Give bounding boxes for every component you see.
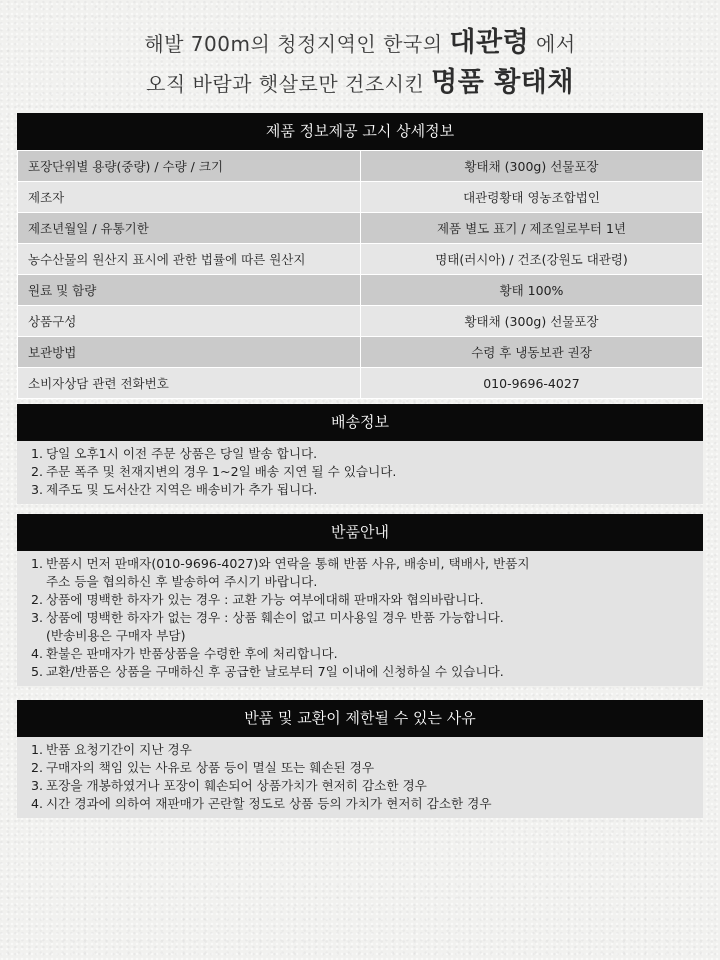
shipping-title: 배송정보 <box>17 404 703 441</box>
list-item <box>31 663 691 681</box>
info-label: 제조년월일 / 유통기한 <box>18 213 361 244</box>
list-item-text: 구매자의 책임 있는 사유로 상품 등이 멸실 또는 훼손된 경우 <box>46 760 375 775</box>
headline-line-1-pre: 해발 700m의 청정지역인 한국의 <box>144 32 450 56</box>
returns-title: 반품안내 <box>17 514 703 551</box>
list-item <box>31 555 691 573</box>
list-item <box>31 591 691 609</box>
list-item <box>31 609 691 627</box>
list-item-text: 반품 요청기간이 지난 경우 <box>46 742 192 757</box>
info-row <box>18 368 703 399</box>
list-item-text: 시간 경과에 의하여 재판매가 곤란할 정도로 상품 등의 가치가 현저히 감소한 경우 <box>46 796 492 811</box>
list-item <box>31 777 691 795</box>
list-item-text: 교환/반품은 상품을 구매하신 후 공급한 날로부터 7일 이내에 신청하실 수 있습니다. <box>46 664 504 679</box>
restrictions-list <box>17 737 703 818</box>
info-row <box>18 275 703 306</box>
list-item-text: 상품에 명백한 하자가 없는 경우 : 상품 훼손이 없고 미사용일 경우 반품 가능합니다. <box>46 610 504 625</box>
product-info-table <box>17 150 703 399</box>
list-item-text: 환불은 판매자가 반품상품을 수령한 후에 처리합니다. <box>46 646 338 661</box>
info-row <box>18 337 703 368</box>
restrictions-section <box>17 700 703 818</box>
info-value: 수령 후 냉동보관 권장 <box>361 337 703 368</box>
info-row <box>18 182 703 213</box>
info-label: 상품구성 <box>18 306 361 337</box>
list-item-number: 3. <box>31 482 44 497</box>
headline-line-1-post: 에서 <box>529 32 576 56</box>
list-item-text: 당일 오후1시 이전 주문 상품은 당일 발송 합니다. <box>46 446 318 461</box>
list-item-number: 3. <box>31 778 44 793</box>
info-value: 명태(러시아) / 건조(강원도 대관령) <box>361 244 703 275</box>
list-item <box>31 741 691 759</box>
headline-line-1 <box>0 20 720 59</box>
list-item-number: 2. <box>31 760 44 775</box>
info-row <box>18 213 703 244</box>
shipping-section <box>17 404 703 504</box>
info-label: 원료 및 함량 <box>18 275 361 306</box>
list-item <box>31 795 691 813</box>
returns-section <box>17 514 703 686</box>
list-item-continuation: 주소 등을 협의하신 후 발송하여 주시기 바랍니다. <box>46 574 318 589</box>
list-item-text: 상품에 명백한 하자가 있는 경우 : 교환 가능 여부에대해 판매자와 협의바랍니다. <box>46 592 484 607</box>
info-value: 황태채 (300g) 선물포장 <box>361 306 703 337</box>
info-value: 대관령황태 영농조합법인 <box>361 182 703 213</box>
list-item-number: 5. <box>31 664 44 679</box>
info-label: 포장단위별 용량(중량) / 수량 / 크기 <box>18 151 361 182</box>
list-item-continuation: (반송비용은 구매자 부담) <box>46 628 186 643</box>
list-item-text: 반품시 먼저 판매자(010-9696-4027)와 연락을 통해 반품 사유, 배송비, 택배사, 반품지 <box>46 556 530 571</box>
list-item-number: 3. <box>31 610 44 625</box>
list-item-number: 4. <box>31 646 44 661</box>
list-item <box>31 759 691 777</box>
restrictions-title: 반품 및 교환이 제한될 수 있는 사유 <box>17 700 703 737</box>
info-row <box>18 244 703 275</box>
info-value: 황태 100% <box>361 275 703 306</box>
list-item-text: 제주도 및 도서산간 지역은 배송비가 추가 됩니다. <box>46 482 318 497</box>
info-label: 제조자 <box>18 182 361 213</box>
list-item <box>31 481 691 499</box>
shipping-list <box>17 441 703 504</box>
list-item-text: 포장을 개봉하였거나 포장이 훼손되어 상품가치가 현저히 감소한 경우 <box>46 778 427 793</box>
info-value: 황태채 (300g) 선물포장 <box>361 151 703 182</box>
info-value: 010-9696-4027 <box>361 368 703 399</box>
list-item-text: 주문 폭주 및 천재지변의 경우 1~2일 배송 지연 될 수 있습니다. <box>46 464 397 479</box>
headline-line-2 <box>0 60 720 99</box>
list-item-number: 1. <box>31 742 44 757</box>
info-row <box>18 151 703 182</box>
headline-emphasis-product: 명품 황태채 <box>431 67 574 98</box>
returns-list <box>17 551 703 686</box>
list-item <box>31 445 691 463</box>
list-item-number: 1. <box>31 556 44 571</box>
info-label: 소비자상담 관련 전화번호 <box>18 368 361 399</box>
product-info-section <box>17 113 703 399</box>
list-item-number: 4. <box>31 796 44 811</box>
product-info-title: 제품 정보제공 고시 상세정보 <box>17 113 703 150</box>
info-row <box>18 306 703 337</box>
list-item-number: 1. <box>31 446 44 461</box>
list-item <box>31 645 691 663</box>
list-item <box>31 463 691 481</box>
headline-emphasis-region: 대관령 <box>449 27 530 58</box>
info-value: 제품 별도 표기 / 제조일로부터 1년 <box>361 213 703 244</box>
info-label: 농수산물의 원산지 표시에 관한 법률에 따른 원산지 <box>18 244 361 275</box>
list-item-number: 2. <box>31 464 44 479</box>
headline-line-2-pre: 오직 바람과 햇살로만 건조시킨 <box>146 72 432 96</box>
info-label: 보관방법 <box>18 337 361 368</box>
list-item-number: 2. <box>31 592 44 607</box>
